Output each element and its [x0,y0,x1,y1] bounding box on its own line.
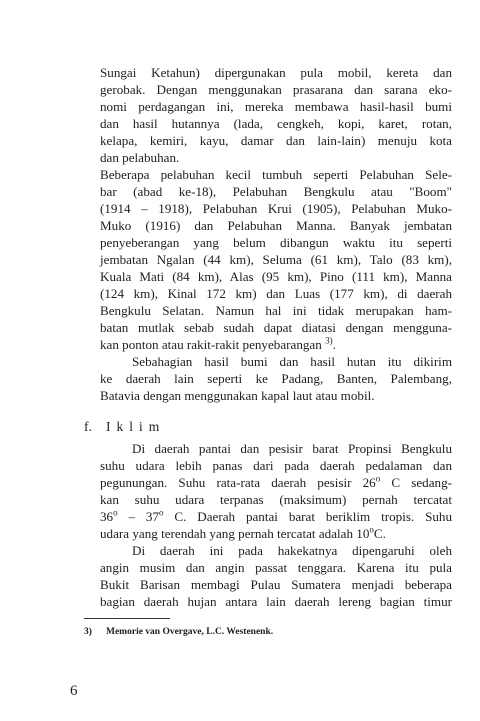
body-text-line: (124 km), Kinal 172 km) dan Luas (177 km), di daerah [100,286,452,301]
page-number: 6 [70,683,78,699]
body-text-line: Sungai Ketahun) dipergunakan pula mobil, kereta dan [100,65,452,80]
body-text-line: bar (abad ke-18), Pelabuhan Bengkulu atau "Boom" [100,184,452,199]
body-text-line: penyeberangan yang belum dibangun waktu itu seperti [100,235,452,250]
footnote-reference: 3) [325,335,333,346]
body-text-fragment: udara yang terendah yang pernah tercatat adalah 10 [100,526,370,541]
section-letter: f. [84,419,92,434]
body-text-fragment: – 37 [117,509,159,524]
body-text-fragment: C. [373,526,386,541]
transport-paragraph [100,64,452,166]
footnote [84,626,273,638]
body-text-line: nomi perdagangan ini, mereka membawa hasil-hasil bumi [100,99,452,114]
body-text-line: angin musim dan angin passat tenggara. Karena itu pula [100,560,452,575]
body-text-line: Di daerah pantai dan pesisir barat Propinsi Bengkulu [132,441,452,456]
body-text-line: ke daerah lain seperti ke Padang, Banten, Palembang, [100,371,452,386]
body-text-line: dan pelabuhan. [100,150,180,165]
body-text-line: jembatan Ngalan (44 km), Seluma (61 km), Talo (83 km), [100,252,452,267]
body-text-line [100,525,452,542]
body-text-line: Beberapa pelabuhan kecil tumbuh seperti Pelabuhan Sele- [100,167,452,182]
body-text-line: suhu udara lebih panas dari pada daerah pedalaman dan [100,458,452,473]
body-text-fragment: C. Daerah pantai barat beriklim tropis. Suhu [163,509,453,524]
body-text-line: Sebahagian hasil bumi dan hasil hutan itu dikirim [132,354,452,369]
body-text-line: dan hasil hutannya (lada, cengkeh, kopi, karet, rotan, [100,116,452,131]
body-text-line: Bengkulu Selatan. Namun hal ini tidak merupakan ham- [100,303,452,318]
degree-mark: o [369,524,374,535]
degree-mark: o [159,507,164,518]
body-text-line: kan ponton atau rakit-rakit penyebarangan $^{3)}$. [100,335,336,352]
body-text-line: batan mutlak sebab sudah dapat diatasi dengan mengguna- [100,320,452,335]
body-text-line [100,508,452,525]
body-text-line: Di daerah ini pada hakekatnya dipengaruhi oleh [132,543,452,558]
export-paragraph [100,353,452,404]
harbor-paragraph [100,166,452,353]
body-text-line [100,474,452,491]
section-heading [84,418,165,435]
degree-mark: o [375,473,381,484]
wind-paragraph [100,542,452,610]
body-text-fragment: kan ponton atau rakit-rakit penyebarangan [100,337,322,352]
footnote-number: 3) [84,627,92,637]
body-text-fragment: 36 [100,509,114,524]
body-text-line: gerobak. Dengan menggunakan prasarana dan sarana eko- [100,82,452,97]
section-title: Iklim [106,419,166,434]
degree-mark: o [113,507,118,518]
body-text-line: bagian daerah hujan antara lain daerah lereng bagian timur [100,594,452,609]
body-text-line: Bukit Barisan membagi Pulau Sumatera menjadi beberapa [100,577,452,592]
body-text-line: Muko (1916) dan Pelabuhan Manna. Banyak jembatan [100,218,452,233]
climate-paragraph [100,440,452,542]
body-text-line: kan suhu udara terpanas (maksimum) pernah tercatat [100,492,452,507]
body-text-line: Batavia dengan menggunakan kapal laut atau mobil. [100,388,375,403]
footnote-text: Memorie van Overgave, L.C. Westenenk. [106,627,274,637]
body-text-line: kelapa, kemiri, kayu, damar dan lain-lain) menuju kota [100,133,452,148]
footnote-divider [84,618,170,619]
body-text-fragment: pegunungan. Suhu rata-rata daerah pesisir 26 [100,475,376,490]
body-text-line: Kuala Mati (84 km), Alas (95 km), Pino (111 km), Manna [100,269,452,284]
body-text-line: (1914 – 1918), Pelabuhan Krui (1905), Pelabuhan Muko- [100,201,452,216]
body-text-fragment: C sedang- [391,475,452,490]
